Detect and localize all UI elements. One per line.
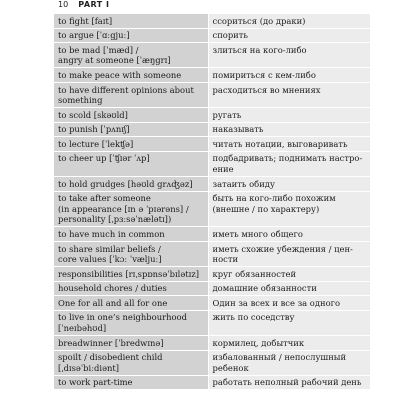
russian-translation-cell [208, 43, 370, 68]
russian-translation-cell [208, 122, 370, 137]
english-term-line: spoilt / disobedient child [58, 352, 163, 363]
russian-translation-cell [208, 14, 370, 28]
table-row [54, 375, 370, 390]
english-term-line: to take after someone [58, 193, 151, 204]
english-term-cell [54, 310, 208, 335]
english-term-cell [54, 151, 208, 176]
english-term-line: [ˌdɪsəˈbiːdiənt] [58, 362, 120, 373]
english-term-line: breadwinner [ˈbredwɪnə] [58, 337, 164, 348]
english-term-line: to scold [skəʊld] [58, 109, 128, 120]
english-term-cell [54, 296, 208, 311]
table-row [54, 281, 370, 296]
english-term-line: personality [ˌpɜːsəˈnælətɪ]) [58, 214, 172, 225]
russian-translation-line: читать нотации, выговаривать [212, 138, 348, 149]
english-term-line: to work part-time [58, 377, 133, 388]
table-row [54, 350, 370, 375]
english-term-cell [54, 14, 208, 28]
russian-translation-cell [208, 350, 370, 375]
english-term-line: to argue [ˈɑːgjuː] [58, 30, 130, 41]
russian-translation-cell [208, 137, 370, 152]
russian-translation-line: помириться с кем-либо [212, 69, 316, 80]
english-term-cell [54, 176, 208, 191]
english-term-line: (in appearance [ɪn ə ˈpɪərəns] / [58, 203, 189, 214]
russian-translation-line: ссориться (до драки) [212, 15, 306, 26]
english-term-cell [54, 375, 208, 390]
english-term-cell [54, 227, 208, 242]
russian-translation-cell [208, 176, 370, 191]
russian-translation-line: домашние обязанности [212, 283, 317, 294]
russian-translation-line: затаить обиду [212, 178, 275, 189]
english-term-line: to have much in common [58, 228, 165, 239]
russian-translation-cell [208, 335, 370, 350]
russian-translation-cell [208, 108, 370, 123]
russian-translation-line: избалованный / непослушный [212, 352, 347, 363]
table-row [54, 267, 370, 282]
english-term-cell [54, 350, 208, 375]
vocabulary-table-body [54, 14, 370, 390]
russian-translation-cell [208, 296, 370, 311]
english-term-line: to fight [faɪt] [58, 15, 113, 26]
page-number: 10 [58, 0, 69, 9]
table-row [54, 43, 370, 68]
table-row [54, 137, 370, 152]
table-row [54, 335, 370, 350]
running-head [58, 0, 110, 10]
table-row [54, 122, 370, 137]
russian-translation-line: Один за всех и все за одного [212, 297, 341, 308]
russian-translation-cell [208, 375, 370, 390]
russian-translation-cell [208, 310, 370, 335]
table-row [54, 68, 370, 83]
table-row [54, 82, 370, 107]
english-term-line: to be mad [ˈmæd] / [58, 44, 139, 55]
russian-translation-cell [208, 68, 370, 83]
russian-translation-line: подбадривать; поднимать настро- [212, 153, 363, 164]
english-term-line: [ˈneɪbəhʊd] [58, 323, 107, 333]
english-term-line: angry at someone [ˈæŋgrɪ] [58, 55, 171, 66]
english-term-cell [54, 267, 208, 282]
english-term-line: responsibilities [rɪˌspɒnsəˈbɪlətɪz] [58, 268, 200, 279]
english-term-line: to share similar beliefs / [58, 243, 161, 254]
russian-translation-cell [208, 151, 370, 176]
russian-translation-line: ребенок [212, 362, 249, 373]
table-row [54, 227, 370, 242]
english-term-line: One for all and all for one [58, 297, 168, 308]
english-term-cell [54, 137, 208, 152]
russian-translation-cell [208, 82, 370, 107]
russian-translation-cell [208, 241, 370, 266]
english-term-line: to hold grudges [həʊld grʌʤəz] [58, 178, 193, 189]
english-term-cell [54, 68, 208, 83]
table-row [54, 176, 370, 191]
russian-translation-line: ругать [212, 109, 242, 120]
english-term-line: core values [ˈkɔː ˈvæljuː] [58, 254, 162, 265]
english-term-cell [54, 28, 208, 43]
russian-translation-line: злиться на кого-либо [212, 44, 307, 55]
russian-translation-line: иметь схожие убеждения / цен- [212, 243, 353, 254]
table-row [54, 151, 370, 176]
table-row [54, 241, 370, 266]
english-term-cell [54, 335, 208, 350]
table-row [54, 191, 370, 227]
russian-translation-cell [208, 281, 370, 296]
english-term-line: something [58, 95, 103, 106]
section-title: PART I [78, 0, 110, 9]
table-row [54, 28, 370, 43]
vocabulary-table [54, 14, 370, 390]
english-term-cell [54, 108, 208, 123]
english-term-line: to live in one’s neighbourhood [58, 312, 187, 323]
russian-translation-cell [208, 28, 370, 43]
english-term-line: household chores / duties [58, 283, 167, 294]
russian-translation-line: быть на кого-либо похожим [212, 193, 336, 204]
english-term-line: to lecture [ˈlekʧə] [58, 138, 134, 149]
english-term-cell [54, 82, 208, 107]
russian-translation-line: круг обязанностей [212, 268, 297, 279]
russian-translation-line: наказывать [212, 124, 264, 135]
russian-translation-line: работать неполный рабочий день [212, 377, 362, 388]
english-term-line: to cheer up [ˈʧɪər ˈʌp] [58, 153, 150, 164]
russian-translation-cell [208, 191, 370, 227]
russian-translation-line: ности [212, 254, 239, 265]
english-term-cell [54, 281, 208, 296]
english-term-cell [54, 191, 208, 227]
russian-translation-line: спорить [212, 30, 248, 41]
english-term-line: to punish [ˈpʌnɪʃ] [58, 124, 130, 135]
russian-translation-line: (внешне / по характеру) [212, 203, 320, 214]
russian-translation-line: ение [212, 164, 234, 174]
english-term-line: to make peace with someone [58, 69, 182, 80]
english-term-line: to have different opinions about [58, 84, 194, 95]
russian-translation-line: расходиться во мнениях [212, 84, 321, 95]
table-row [54, 296, 370, 311]
english-term-cell [54, 241, 208, 266]
russian-translation-line: иметь много общего [212, 228, 303, 239]
russian-translation-line: кормилец, добытчик [212, 337, 305, 348]
table-row [54, 310, 370, 335]
russian-translation-cell [208, 227, 370, 242]
table-row [54, 108, 370, 123]
table-row [54, 14, 370, 28]
english-term-cell [54, 43, 208, 68]
russian-translation-line: жить по соседству [212, 312, 295, 323]
russian-translation-cell [208, 267, 370, 282]
english-term-cell [54, 122, 208, 137]
